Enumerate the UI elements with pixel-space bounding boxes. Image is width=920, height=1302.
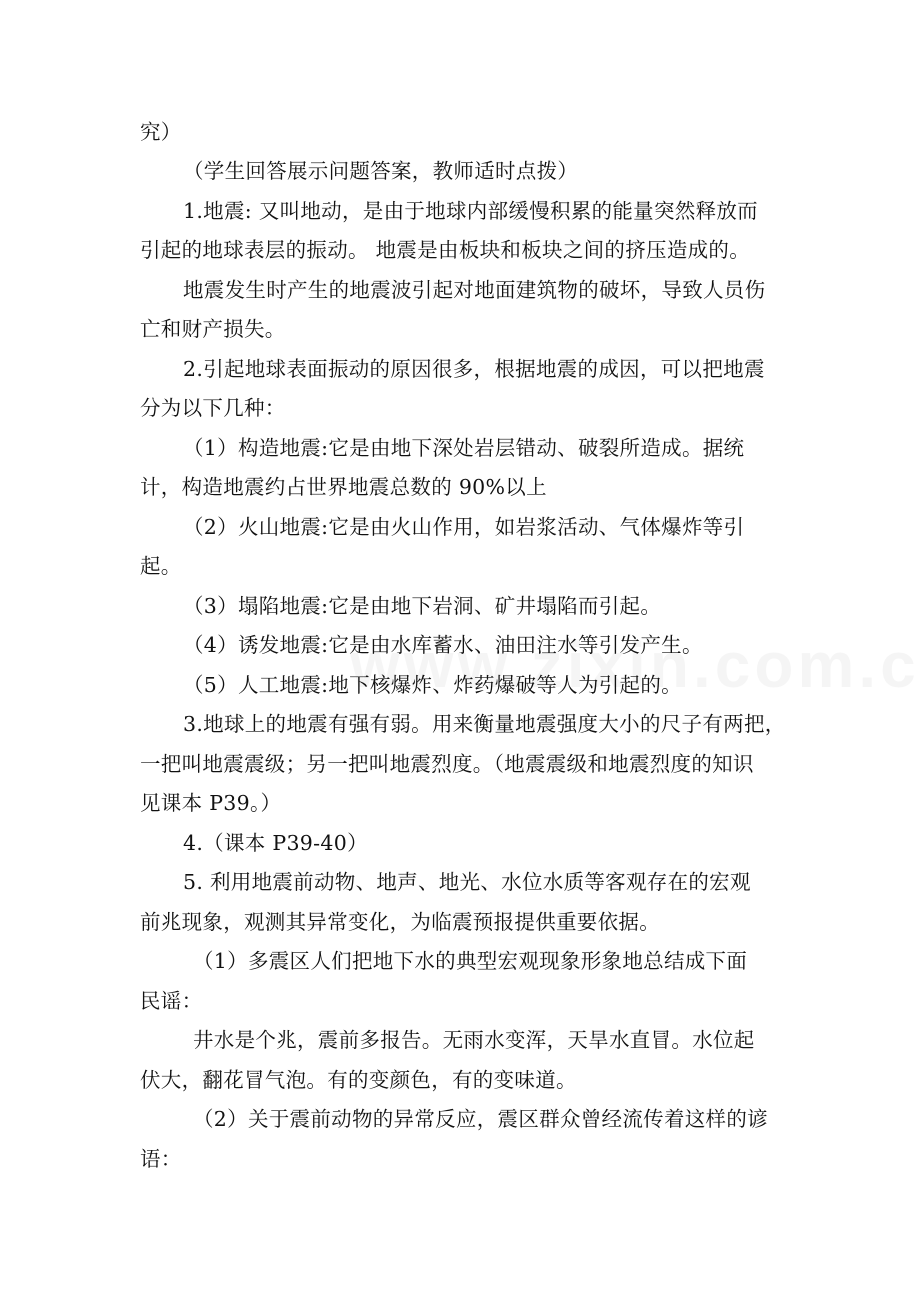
- text-line: 前兆现象，观测其异常变化，为临震预报提供重要依据。: [140, 910, 660, 934]
- text-line: （3）塌陷地震:它是由地下岩洞、矿井塌陷而引起。: [183, 594, 662, 618]
- text-line: 一把叫地震震级；另一把叫地震烈度。（地震震级和地震烈度的知识: [140, 752, 754, 776]
- text-line: （2）关于震前动物的异常反应，震区群众曾经流传着这样的谚: [193, 1107, 768, 1131]
- text-line: 伏大，翻花冒气泡。有的变颜色，有的变味道。: [140, 1068, 577, 1092]
- text-line: 起。: [140, 554, 182, 578]
- text-line: 见课本 P39。）: [140, 791, 282, 815]
- text-line: 语：: [140, 1147, 182, 1171]
- text-line: 井水是个兆，震前多报告。无雨水变浑，天旱水直冒。水位起: [193, 1028, 755, 1052]
- text-line: 分为以下几种：: [140, 396, 286, 420]
- text-line: 2.引起地球表面振动的原因很多，根据地震的成因，可以把地震: [183, 357, 765, 381]
- text-line: 亡和财产损失。: [140, 317, 286, 341]
- text-line: 计，构造地震约占世界地震总数的 90%以上: [140, 475, 547, 499]
- text-line: 究）: [140, 120, 182, 144]
- text-line: （5）人工地震:地下核爆炸、炸药爆破等人为引起的。: [183, 673, 682, 697]
- text-line: 地震发生时产生的地震波引起对地面建筑物的破坏，导致人员伤: [183, 278, 766, 302]
- text-line: （2）火山地震:它是由火山作用，如岩浆活动、气体爆炸等引: [183, 515, 745, 539]
- text-line: 3.地球上的地震有强有弱。用来衡量地震强度大小的尺子有两把，: [183, 712, 786, 736]
- text-line: 民谣：: [140, 989, 203, 1013]
- text-line: （学生回答展示问题答案，教师适时点拨）: [183, 159, 579, 183]
- text-line: 4.（课本 P39-40）: [183, 831, 368, 855]
- text-line: （1）构造地震:它是由地下深处岩层错动、破裂所造成。据统: [183, 436, 745, 460]
- text-line: （1）多震区人们把地下水的典型宏观现象形象地总结成下面: [193, 949, 748, 973]
- text-line: （4）诱发地震:它是由水库蓄水、油田注水等引发产生。: [183, 633, 703, 657]
- text-line: 5. 利用地震前动物、地声、地光、水位水质等客观存在的宏观: [183, 870, 751, 894]
- text-line: 引起的地球表层的振动。 地震是由板块和板块之间的挤压造成的。: [140, 238, 751, 262]
- text-line: 1.地震: 又叫地动，是由于地球内部缓慢积累的能量突然释放而: [183, 199, 758, 223]
